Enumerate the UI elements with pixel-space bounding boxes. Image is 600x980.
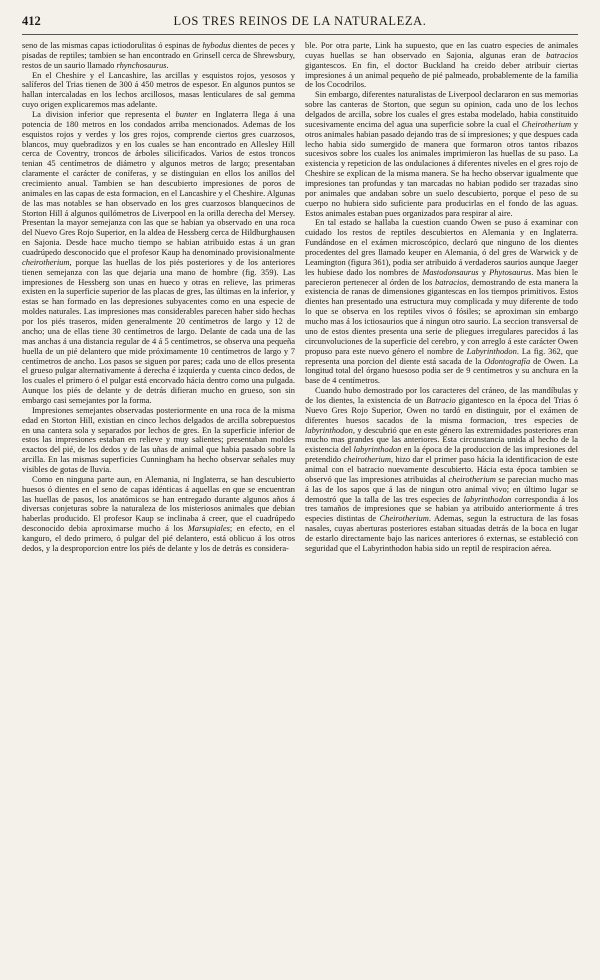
page-header: [22, 14, 578, 35]
text-columns: [22, 41, 578, 973]
paragraph: En el Cheshire y el Lancashire, las arcillas y esquistos rojos, yesosos y salíferos del Trias tienen de 300 á 450 metros de espesor. En algunos puntos se hallan intercaladas en los lechos arcillosos, masas lenticulares de sal gemma cuyo origen explicaremos mas adelante.: [22, 69, 295, 110]
italic-term: cheirotherium: [22, 256, 70, 267]
italic-term: rhynchosaurus: [116, 59, 167, 70]
paragraph: En tal estado se hallaba la cuestion cuando Owen se puso á examinar con cuidado los restos de reptiles descubiertos en Alemania y en Inglaterra. Fundándose en el exámen microscópico, declaró que ninguno de los dientes procedentes del gres llamado keuper en Alemania, ó del gres de Warwick y de Leamington (figura 361), podia ser atribuido á verdaderos saurios aunque Jaeger les hubiese dado los nombres de Mastodonsaurus y Phytosaurus. Mas bien le parecieron pertenecer al órden de los batracios, demostrando de esta manera la existencia de ranas de dimensiones gigantescas en los tiempos primitivos. Estos dientes han presentado una estructura muy complicada y muy diferente de todo lo que se observa en los reptiles vivos ó fósiles; se aproximan sin embargo mucho mas á los ictiosaurios que á ningun otro saurio. La seccion transversal de uno de estos dientes presenta una serie de pliegues irregulares parecidos á las circunvoluciones de la superficie del cerebro, y con arreglo á este carácter Owen propuso para este nuevo género el nombre de Labyrinthodon. La fig. 362, que representa una porcion del diente está sacada de la Odontografía de Owen. La longitud total del órgano huesoso podia ser de 9 centímetros y su anchura en la base de 4 centímetros.: [305, 217, 578, 386]
italic-term: labyrinthodon: [305, 424, 353, 435]
italic-term: hybodus: [202, 41, 231, 50]
paragraph: Impresiones semejantes observadas posteriormente en una roca de la misma edad en Storton Hill, existian en cinco lechos delgados de arcilla sobrepuestos en una cantera sola y separados por lechos de gres. En la superficie inferior de estos las impresiones estaban en relieve y muy salientes; presentaban moldes exactos del pié, de los dedos y de las uñas de animal que habia pasado sobre la arcilla. En las mismas superficies Cunningham ha hecho observar señales muy visibles de gotas de lluvia.: [22, 404, 295, 474]
paragraph: ble. Por otra parte, Link ha supuesto, que en las cuatro especies de animales cuyas huellas se han observado en Sajonia, algunas eran de batracios gigantescos. En fin, el doctor Buckland ha creido deber atribuir ciertas impresiones á un animal pequeño de pié palmeado, probablemente de la familia de los Cocodrilos.: [305, 41, 578, 90]
italic-term: labyrinthodon: [353, 444, 402, 455]
italic-term: Batracio: [426, 394, 456, 405]
left-column: [22, 41, 295, 973]
italic-term: Phytosaurus: [489, 266, 532, 277]
page-number: 412: [22, 14, 41, 28]
italic-term: cheirotherium: [343, 454, 391, 465]
paragraph: Cuando hubo demostrado por los caracteres del cráneo, de las mandíbulas y de los dientes, la existencia de un Batracio gigantesco en la época del Trias ó Nuevo Gres Rojo Superior, Owen no tardó en distinguir, por el exámen de diferentes huesos sacados de la misma formacion, tres especies de labyrinthodon, y descubrió que en este género las extremidades posteriores eran mucho mas grandes que las anteriores. Esta circunstancia unida al hecho de la existencia del labyrinthodon en la época de la produccion de las impresiones del pretendido cheirotherium, hizo dar el primer paso hácia la identificacion de este animal con el batracio nuevamente descubierto. Hácia esta época tambien se observó que las impresiones atribuidas al cheirotherium se parecian mucho mas á las de los sapos que á las de ningun otro animal vivo; en último lugar se demostró que la talla de las tres especies de labyrinthodon correspondia á los tres tamaños de impresiones que se habian ya atribuido anteriormente á tres especies distintas de Cheirotherium. Ademas, segun la estructura de las fosas nasales, cuyas aberturas posteriores estaban situadas detrás de la boca en lugar de estarlo directamente bajo las narices anteriores ó externas, se estableció con seguridad que el Labyrinthodon habia sido un reptil de respiracion aérea.: [305, 385, 578, 553]
paragraph: La division inferior que representa el bunter en Inglaterra llega á una potencia de 180 metros en los condados arriba mencionados. Ademas de los esquistos rojos y verdes y los gres rojos, comprende ciertos gres cuarzosos, blancos, muy quebradizos y en los cuales se han encontrado en Allesley Hill cerca de Coventry, troncos de árboles silicificados. Varios de estos troncos tenian 45 centímetros de diámetro y algunos metros de largo; presentaban claramente el carácter de coníferas, y se distinguian en ellos los anillos del crecimiento anual. Tambien se han descubierto impresiones de poros de animales en las capas de esta formacion, en el Lancashire y el Cheshire. Algunas de las mas notables se han observado en los gres cuarzosos blanquecinos de Storton Hill á algunos quilómetros de Liverpool en la orilla derecha del Mersey. Presentan la mayor semejanza con las que se habian ya observado en una roca del Nuevo Gres Rojo Superior, en la aldea de Hessberg cerca de Hildburghausen en Sajonia. Desde hace mucho tiempo se habian atribuido estas á un gran cuadrúpedo desconocido que el profesor Kaup ha denominado provisionalmente cheirotherium, porque las huellas de los piés posteriores y de los anteriores tienen semejanza con las que dejaria una mano de hombre (fig. 359). Las impresiones de Hessberg son unas en hueco y otras en relieve, las primeras existen en la superficie superior de las placas de gres, las últimas en la inferior, y estas se han formado en las depresiones subyacentes como en una especie de moldes naturales. Las impresiones mas considerables parecen haber sido hechas por los piés traseros, miden generalmente 20 centímetros de largo y 12 de ancho; una de ellas tiene 30 centímetros de largo. Delante de cada una de las mas anchas á una distancia regular de 4 á 5 centímetros, se observa una pequeña huella de un pié delantero que mide próximamente 10 centímetros de largo y 7 centímetros de ancho. Los pasos se siguen por pares; cada uno de ellos presenta el grueso pulgar alternativamente á derecha é izquierda y cuenta cinco dedos, de los cuales el primero ó el pulgar está encorvado hácia dentro como una pulgada. Aunque los piés de delante y de detrás difieran mucho en grueso, son sin embargo casi semejantes por la forma.: [22, 109, 295, 405]
italic-term: Cheirotherium: [379, 513, 429, 524]
italic-term: Mastodonsaurus: [422, 266, 479, 277]
paragraph: Como en ninguna parte aun, en Alemania, ni Inglaterra, se han descubierto huesos ó dientes en el seno de capas idénticas á aquellas en que se encuentran las huellas de pasos, los anatómicos se han entregado durante algunos años á diversas conjeturas sobre la naturaleza de los misteriosos animales que debian haberlas producido. El profesor Kaup se inclinaba á creer, que el cuadrúpedo desconocido debia aproximarse mucho á los Marsupiales; en efecto, en el kanguro, el dedo primero, ó pulgar del pié delantero, está oblicuo á los otros dedos, y la desproporcion entre los piés de delante y los de detrás es considera-: [22, 473, 295, 553]
italic-term: Labyrinthodon: [466, 345, 517, 356]
running-title: LOS TRES REINOS DE LA NATURALEZA.: [173, 14, 427, 28]
paragraph: Sin embargo, diferentes naturalistas de Liverpool declararon en sus memorias sobre las canteras de Storton, que segun su opinion, cada uno de los lechos delgados de arcilla, sobre los cuales el gres estaba modelado, habia constituido sucesivamente encima del agua una superficie sobre la cual el Cheirotherium y otros animales habian pasado dejando tras de sí impresiones; y que despues cada lecho habia sido sumergido de manera que formaron otros tantos ribazos sucesivos sobre los cuales los animales imprimieron las huellas de su paso. La existencia y repeticion de las ondulaciones á diferentes niveles en el gres rojo de Cheshire se explican de la misma manera. Se ha hecho observar igualmente que impresiones tan profundas y tan marcadas no habian podido ser trazadas sino por animales que andaban sobre un suelo descubierto, porque el peso de su cuerpo no hubiera sido suficiente para producirlas en el fondo de las aguas. Estos animales estaban pues organizados para respirar al aire.: [305, 89, 578, 218]
italic-term: cheirotherium: [448, 473, 496, 484]
italic-term: Odontografía: [484, 355, 531, 366]
right-column: [305, 41, 578, 973]
italic-term: bunter: [175, 109, 198, 120]
italic-term: batracios: [546, 49, 578, 60]
italic-term: Marsupiales: [187, 523, 230, 534]
italic-term: Cheirotherium: [521, 118, 572, 129]
paragraph: seno de las mismas capas ictiodorulitas ó espinas de hybodus dientes de peces y pisadas de reptiles; tambien se han encontrado en Grinsell cerca de Shrewsbury, restos de un saurio llamado rhynchosaurus.: [22, 41, 295, 70]
italic-term: batracios: [434, 276, 467, 287]
italic-term: labyrinthodon: [463, 493, 512, 504]
